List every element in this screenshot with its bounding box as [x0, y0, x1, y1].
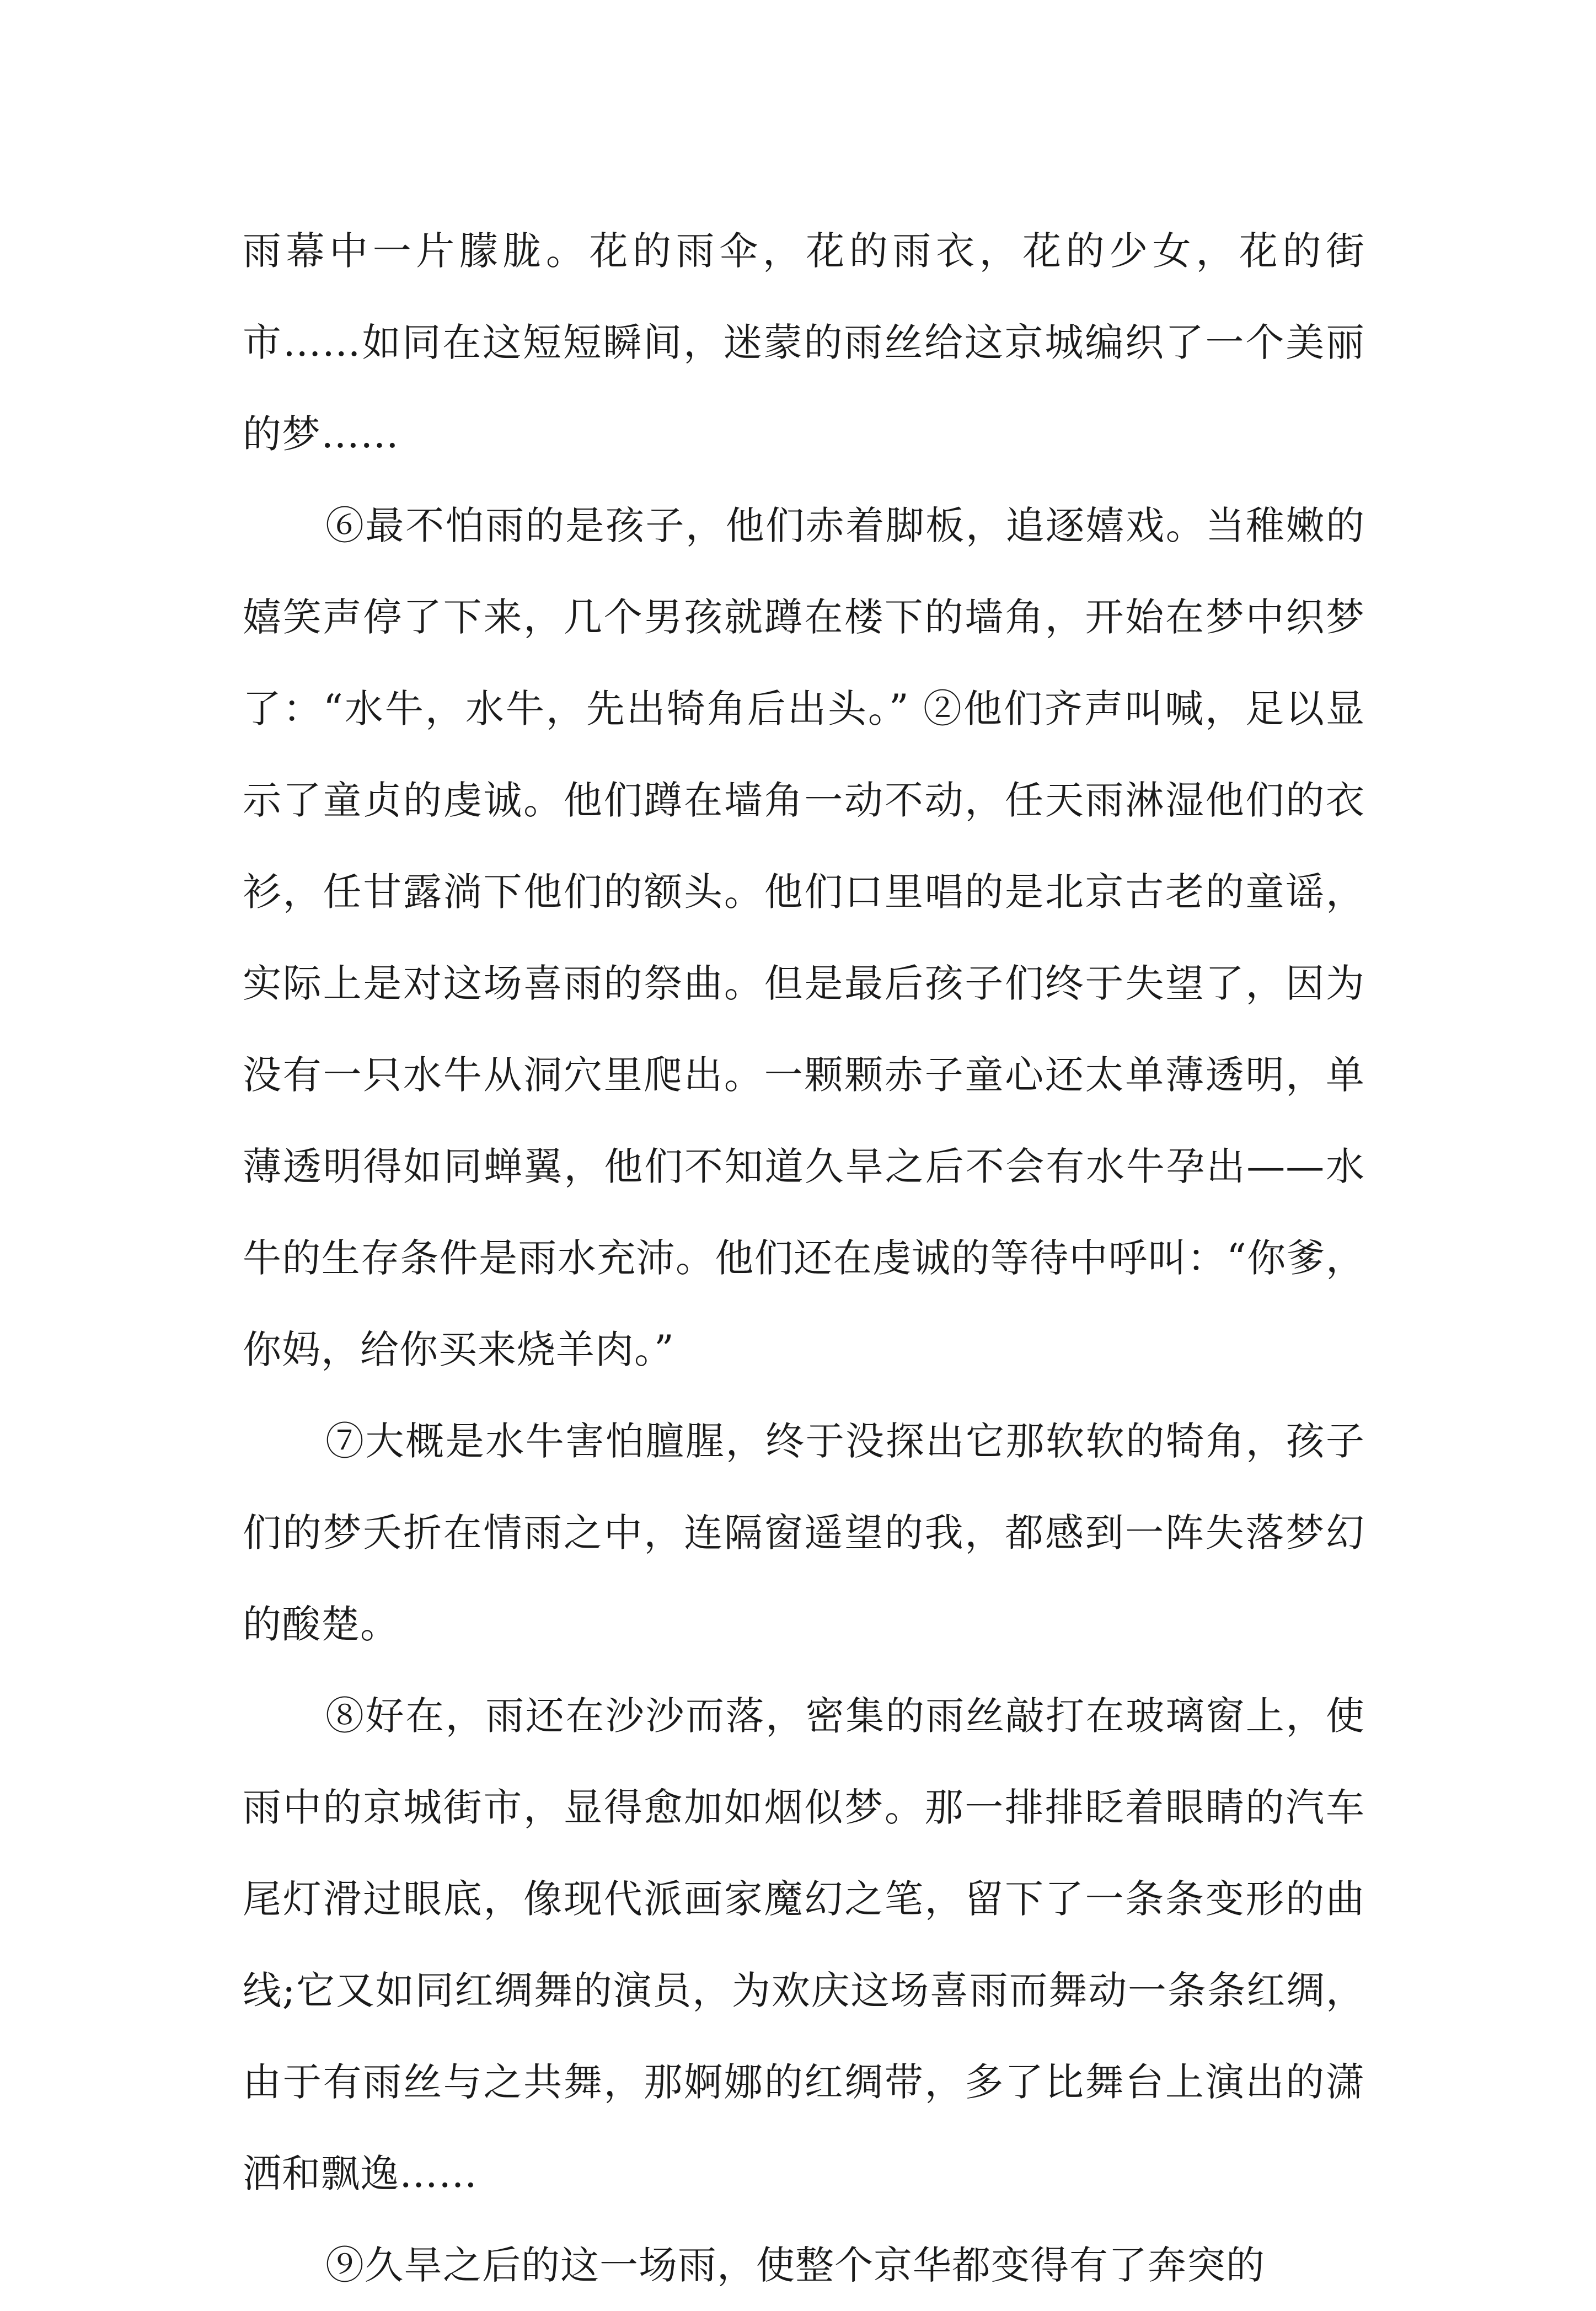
document-page [243, 205, 1365, 2311]
paragraph-continued: 雨幕中一片朦胧。花的雨伞，花的雨衣，花的少女，花的街市……如同在这短短瞬间，迷蒙的雨丝给这京城编织了一个美丽的梦…… [243, 228, 1365, 457]
paragraph-9: ⑨久旱之后的这一场雨，使整个京华都变得有了奔突的 [325, 2243, 1265, 2288]
paragraph-7: ⑦大概是水牛害怕膻腥，终于没探出它那软软的犄角，孩子们的梦夭折在情雨之中，连隔窗遥望的我，都感到一阵失落梦幻的酸楚。 [243, 1419, 1365, 1647]
paragraph-8: ⑧好在，雨还在沙沙而落，密集的雨丝敲打在玻璃窗上，使雨中的京城街市，显得愈加如烟似梦。那一排排眨着眼睛的汽车尾灯滑过眼底，像现代派画家魔幻之笔，留下了一条条变形的曲线;它又如同红绸舞的演员，为欢庆这场喜雨而舞动一条条红绸，由于有雨丝与之共舞，那婀娜的红绸带，多了比舞台上演出的潇洒和飘逸…… [243, 1693, 1365, 2196]
paragraph-6: ⑥最不怕雨的是孩子，他们赤着脚板，追逐嬉戏。当稚嫩的嬉笑声停了下来，几个男孩就蹲在楼下的墙角，开始在梦中织梦了：“水牛，水牛，先出犄角后出头。” ②他们齐声叫喊，足以显示了童贞的虔诚。他们蹲在墙角一动不动，任天雨淋湿他们的衣衫，任甘露淌下他们的额头。他们口里唱的是北京古老的童谣，实际上是对这场喜雨的祭曲。但是最后孩子们终于失望了，因为没有一只水牛从洞穴里爬出。一颗颗赤子童心还太单薄透明，单薄透明得如同蝉翼，他们不知道久旱之后不会有水牛孕出——水牛的生存条件是雨水充沛。他们还在虔诚的等待中呼叫：“你爹，你妈，给你买来烧羊肉。” [243, 503, 1365, 1372]
